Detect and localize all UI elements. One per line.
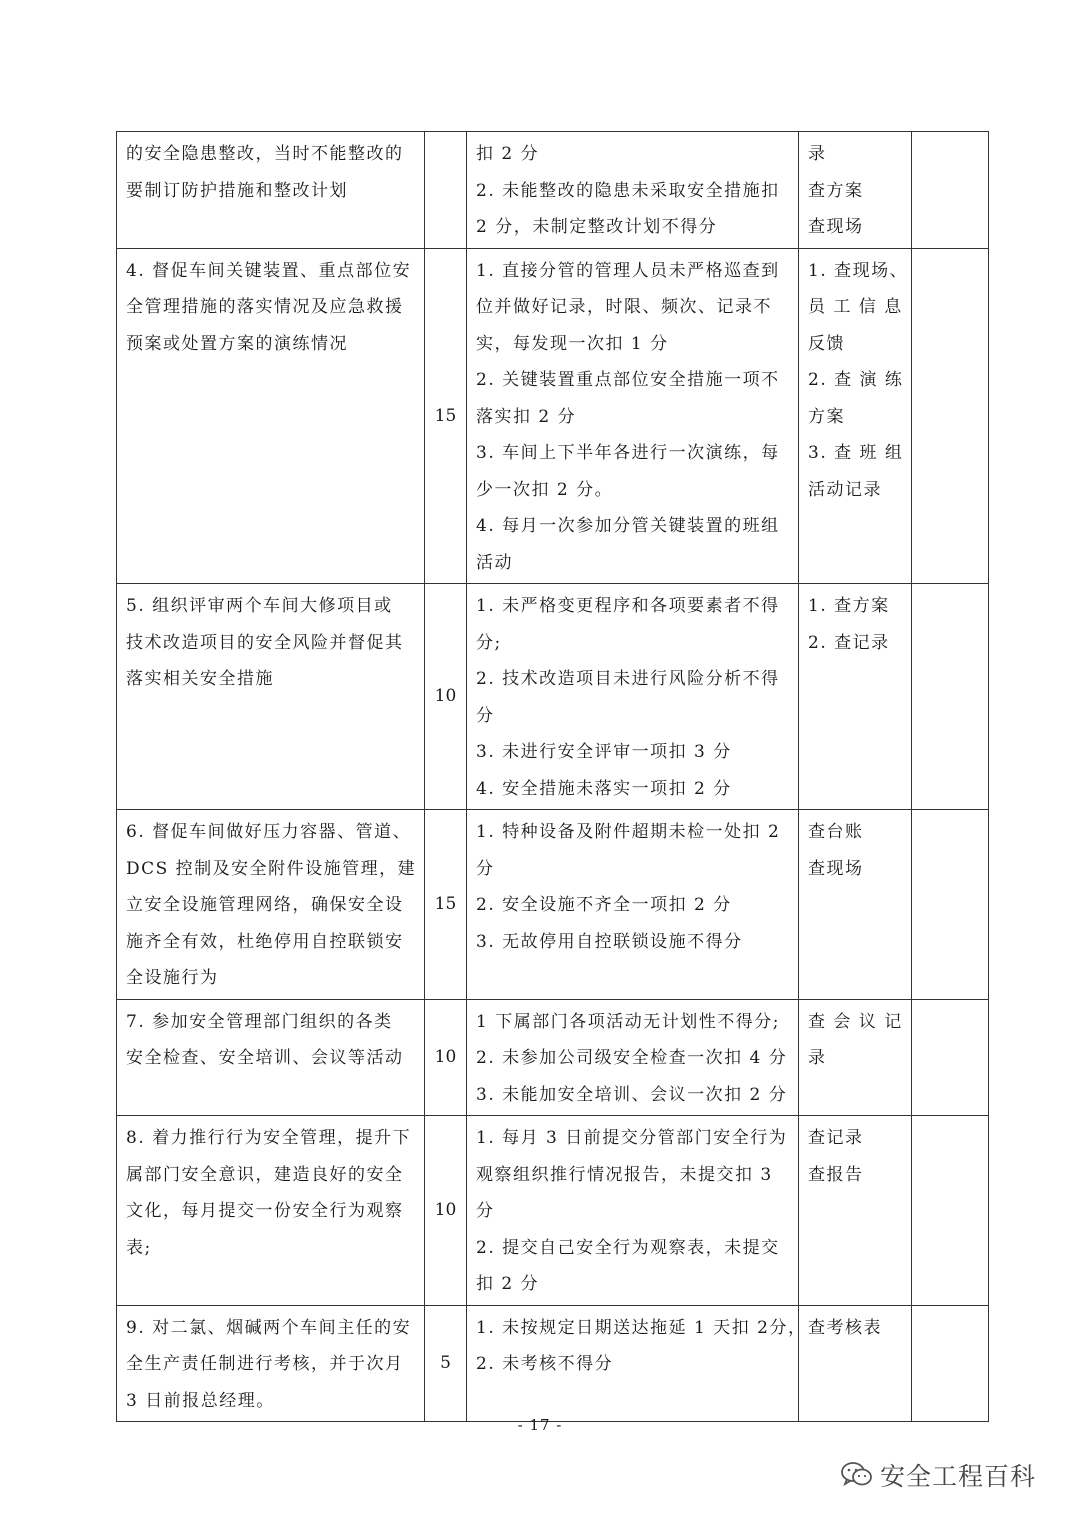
criteria-line: 分; xyxy=(476,632,502,653)
item-line: 5. 组织评审两个车间大修项目或 xyxy=(126,596,393,616)
item-line: 预案或处置方案的演练情况 xyxy=(126,333,348,354)
item-line: 安全检查、安全培训、会议等活动 xyxy=(126,1048,404,1068)
criteria-line: 1. 直接分管的管理人员未严格巡查到 xyxy=(476,260,780,281)
method-line: 查报告 xyxy=(808,1164,864,1185)
remark-cell xyxy=(912,248,989,584)
criteria-line: 活动 xyxy=(476,552,513,573)
criteria-line: 2. 技术改造项目未进行风险分析不得 xyxy=(476,669,780,689)
item-cell xyxy=(117,999,425,1116)
score-cell: 15 xyxy=(425,810,467,1000)
criteria-line: 1. 未严格变更程序和各项要素者不得 xyxy=(476,596,780,616)
criteria-line: 4. 每月一次参加分管关键装置的班组 xyxy=(476,516,780,536)
criteria-line: 扣 2 分 xyxy=(476,144,540,164)
criteria-cell xyxy=(467,999,799,1116)
criteria-cell xyxy=(467,810,799,1000)
table-row xyxy=(117,1116,989,1306)
criteria-line: 2. 关键装置重点部位安全措施一项不 xyxy=(476,370,780,390)
criteria-cell xyxy=(467,248,799,584)
assessment-table xyxy=(116,131,989,1422)
criteria-line: 2. 未能整改的隐患未采取安全措施扣 xyxy=(476,180,780,201)
item-line: 的安全隐患整改，当时不能整改的 xyxy=(126,144,404,164)
method-line: 查考核表 xyxy=(808,1317,882,1338)
watermark xyxy=(840,1455,1036,1495)
criteria-line: 3. 无故停用自控联锁设施不得分 xyxy=(476,931,743,952)
item-line: 立安全设施管理网络，确保安全设 xyxy=(126,895,404,915)
method-line: 录 xyxy=(808,1048,827,1068)
table-row xyxy=(117,810,989,1000)
method-line: 员 工 信 息 xyxy=(808,297,903,317)
item-line: 属部门安全意识，建造良好的安全 xyxy=(126,1164,404,1185)
criteria-line: 位并做好记录，时限、频次、记录不 xyxy=(476,297,772,317)
table-row xyxy=(117,132,989,249)
method-line: 查 会 议 记 xyxy=(808,1011,903,1032)
criteria-cell xyxy=(467,1305,807,1422)
item-cell xyxy=(117,584,425,810)
method-line: 方案 xyxy=(808,406,845,427)
item-cell xyxy=(117,248,425,584)
method-line: 活动记录 xyxy=(808,479,882,500)
table-row xyxy=(117,999,989,1116)
wechat-icon xyxy=(840,1461,874,1489)
score-cell xyxy=(425,132,467,249)
criteria-cell xyxy=(467,132,799,249)
criteria-cell xyxy=(467,1116,799,1306)
criteria-line: 分 xyxy=(476,858,495,879)
remark-cell xyxy=(912,1305,989,1422)
item-line: 全管理措施的落实情况及应急救援 xyxy=(126,297,404,317)
criteria-line: 2. 未考核不得分 xyxy=(476,1354,614,1374)
criteria-line: 2. 提交自己安全行为观察表，未提交 xyxy=(476,1237,780,1258)
score-cell: 5 xyxy=(425,1305,467,1422)
remark-cell xyxy=(912,810,989,1000)
criteria-line: 1. 特种设备及附件超期未检一处扣 2 xyxy=(476,822,781,842)
method-cell xyxy=(799,584,912,810)
criteria-line: 实，每发现一次扣 1 分 xyxy=(476,333,669,354)
item-line: 落实相关安全措施 xyxy=(126,669,274,689)
method-cell xyxy=(799,1305,912,1422)
method-cell xyxy=(799,132,912,249)
item-line: 8. 着力推行行为安全管理，提升下 xyxy=(126,1128,412,1148)
method-line: 查记录 xyxy=(808,1128,864,1148)
remark-cell xyxy=(912,584,989,810)
table-row xyxy=(117,248,989,584)
item-line: 3 日前报总经理。 xyxy=(126,1390,275,1411)
criteria-line: 扣 2 分 xyxy=(476,1274,540,1294)
method-line: 查现场 xyxy=(808,217,864,237)
item-line: 文化，每月提交一份安全行为观察 xyxy=(126,1201,404,1221)
item-line: 7. 参加安全管理部门组织的各类 xyxy=(126,1011,393,1032)
criteria-line: 1 下属部门各项活动无计划性不得分; xyxy=(476,1011,780,1032)
item-cell xyxy=(117,1116,425,1306)
criteria-line: 观察组织推行情况报告，未提交扣 3 xyxy=(476,1164,773,1185)
criteria-line: 2. 未参加公司级安全检查一次扣 4 分 xyxy=(476,1048,788,1068)
table-row xyxy=(117,584,989,810)
method-line: 1. 查方案 xyxy=(808,596,890,616)
watermark-text: 安全工程百科 xyxy=(880,1462,1037,1491)
table-row xyxy=(117,1305,989,1422)
item-line: 要制订防护措施和整改计划 xyxy=(126,180,348,201)
item-line: 施齐全有效，杜绝停用自控联锁安 xyxy=(126,931,404,952)
method-line: 1. 查现场、 xyxy=(808,260,909,281)
method-line: 查台账 xyxy=(808,822,864,842)
item-line: 全生产责任制进行考核，并于次月 xyxy=(126,1354,404,1374)
method-line: 反馈 xyxy=(808,333,845,354)
criteria-line: 落实扣 2 分 xyxy=(476,406,577,427)
score-cell: 10 xyxy=(425,1116,467,1306)
item-cell xyxy=(117,1305,425,1422)
criteria-cell xyxy=(467,584,799,810)
method-line: 2. 查记录 xyxy=(808,632,890,653)
criteria-line: 3. 车间上下半年各进行一次演练，每 xyxy=(476,443,780,463)
item-line: 全设施行为 xyxy=(126,968,219,988)
score-cell: 10 xyxy=(425,584,467,810)
criteria-line: 1. 每月 3 日前提交分管部门安全行为 xyxy=(476,1128,788,1148)
method-line: 查现场 xyxy=(808,858,864,879)
criteria-line: 2. 安全设施不齐全一项扣 2 分 xyxy=(476,895,732,915)
page-number: - 17 - xyxy=(517,1416,563,1434)
criteria-line: 分 xyxy=(476,1201,495,1221)
item-line: 9. 对二氯、烟碱两个车间主任的安 xyxy=(126,1317,412,1338)
criteria-line: 2 分，未制定整改计划不得分 xyxy=(476,217,718,237)
score-cell: 10 xyxy=(425,999,467,1116)
remark-cell xyxy=(912,999,989,1116)
item-line: 技术改造项目的安全风险并督促其 xyxy=(126,632,404,653)
criteria-line: 3. 未能加安全培训、会议一次扣 2 分 xyxy=(476,1084,788,1105)
criteria-line: 分 xyxy=(476,705,495,726)
score-cell: 15 xyxy=(425,248,467,584)
method-line: 查方案 xyxy=(808,180,864,201)
method-cell xyxy=(799,1116,912,1306)
method-line: 2. 查 演 练 xyxy=(808,370,904,390)
item-line: DCS 控制及安全附件设施管理，建 xyxy=(126,858,417,879)
item-line: 4. 督促车间关键装置、重点部位安 xyxy=(126,260,412,281)
method-line: 录 xyxy=(808,144,827,164)
remark-cell xyxy=(912,132,989,249)
criteria-line: 4. 安全措施未落实一项扣 2 分 xyxy=(476,778,732,799)
method-line: 3. 查 班 组 xyxy=(808,443,904,463)
criteria-line: 少一次扣 2 分。 xyxy=(476,479,614,500)
remark-cell xyxy=(912,1116,989,1306)
method-cell xyxy=(799,810,912,1000)
method-cell xyxy=(799,999,912,1116)
item-line: 表; xyxy=(126,1237,152,1258)
item-line: 6. 督促车间做好压力容器、管道、 xyxy=(126,822,412,842)
criteria-line: 3. 未进行安全评审一项扣 3 分 xyxy=(476,742,732,762)
item-cell xyxy=(117,132,425,249)
item-cell xyxy=(117,810,425,1000)
criteria-line: 1. 未按规定日期送达拖延 1 天扣 2分， xyxy=(476,1317,807,1338)
method-cell xyxy=(799,248,912,584)
